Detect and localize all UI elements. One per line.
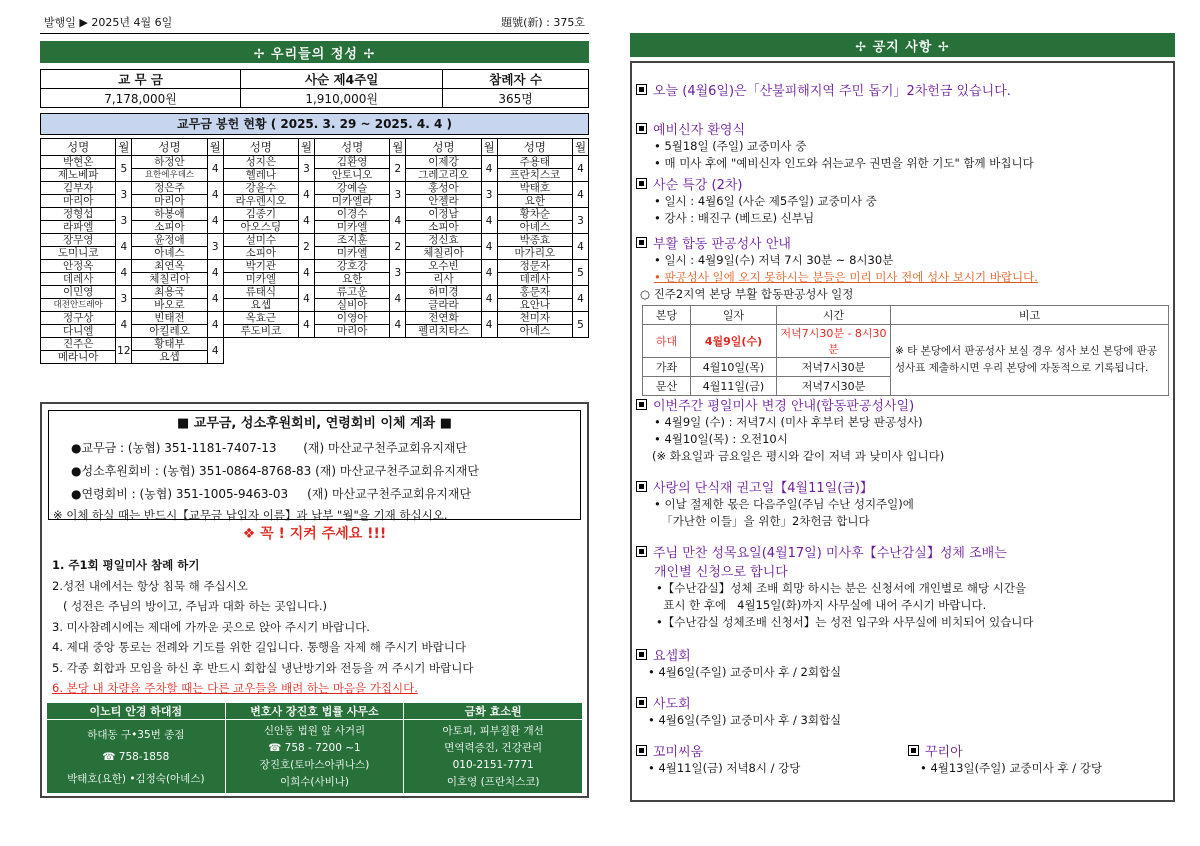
donor-name: 옥효근 <box>223 312 298 325</box>
donor-name: 성지은 <box>223 156 298 169</box>
donor-months: 5 <box>573 260 589 286</box>
empty-cell <box>497 338 588 364</box>
donor-header: 성명 <box>497 139 572 156</box>
checkbox-icon <box>636 237 647 248</box>
donor-name: 김종기 <box>223 208 298 221</box>
donor-baptismal-name: 마가리오 <box>497 247 572 260</box>
notice-item: • 4월6일(주일) 교중미사 후 / 2회합실 <box>648 665 842 679</box>
ad-body <box>225 720 404 794</box>
donor-table <box>40 138 589 364</box>
donor-name: 주용태 <box>497 156 572 169</box>
donor-baptismal-name: 요안나 <box>497 299 572 312</box>
notice-item: 표시 한 후에 4월15일(화)까지 사무실에 내어 주시기 바랍니다. <box>656 598 987 612</box>
donor-baptismal-name: 프란치스코 <box>497 169 572 182</box>
donor-baptismal-name: 아녜스 <box>497 325 572 338</box>
donor-months: 4 <box>116 260 132 286</box>
ad-line: 박태호(요한) •김정숙(아녜스) <box>67 772 205 785</box>
checkbox-icon <box>636 481 647 492</box>
donor-name: 황차순 <box>497 208 572 221</box>
notice-title: 사도회 <box>653 697 691 712</box>
rule-item: ( 성전은 주님의 방이고, 주님과 대화 하는 곳입니다.) <box>52 599 328 613</box>
rule-item: 3. 미사참례시에는 제대에 가까운 곳으로 앉아 주시기 바랍니다. <box>52 619 370 634</box>
notice-section <box>636 477 1171 496</box>
donor-months: 4 <box>481 260 497 286</box>
ad-line: 하대동 구•35번 종점 <box>87 728 185 741</box>
donor-months: 4 <box>481 312 497 338</box>
notice-section <box>636 233 1171 252</box>
notice-section <box>636 395 1171 414</box>
donor-title: 교무금 봉헌 현황 ( 2025. 3. 29 ~ 2025. 4. 4 ) <box>40 113 589 135</box>
notice-row <box>636 741 1171 777</box>
donor-baptismal-name: 소피아 <box>223 247 298 260</box>
notice-section <box>636 645 1171 664</box>
empty-cell <box>406 338 497 364</box>
donor-months: 4 <box>207 156 223 182</box>
notice-title-cont: 개인별 신청으로 합니다 <box>654 565 788 580</box>
notice-title: 주님 만찬 성목요일(4월17일) 미사후【수난감실】성체 조배는 <box>653 546 1007 561</box>
donor-baptismal-name: 안토니오 <box>314 169 389 182</box>
notice-item: • 4월6일(주일) 교중미사 후 / 3회합실 <box>648 713 842 727</box>
donor-baptismal-name: 소피아 <box>132 221 207 234</box>
donor-name: 박현온 <box>41 156 116 169</box>
donor-months: 4 <box>390 208 406 234</box>
notice-section <box>636 693 1171 712</box>
donor-months: 4 <box>390 286 406 312</box>
donor-baptismal-name: 대전안드레아 <box>41 299 116 312</box>
ad-line: 아토피, 피부질환 개선 <box>442 724 544 737</box>
donor-name: 박종효 <box>497 234 572 247</box>
donor-baptismal-name: 메라니아 <box>41 351 116 364</box>
donor-header: 월 <box>573 139 589 156</box>
donor-baptismal-name: 아킬레오 <box>132 325 207 338</box>
donor-months: 3 <box>481 182 497 208</box>
donor-baptismal-name: 체칠리아 <box>406 247 481 260</box>
offering-value: 1,910,000원 <box>241 89 443 108</box>
checkbox-icon <box>636 123 647 134</box>
rule-item-red: 6. 본당 내 차량을 주차할 때는 다른 교우들을 배려 하는 마음을 가집시다. <box>52 681 418 695</box>
notice-item: • 4월11일(금) 저녁8시 / 강당 <box>648 761 801 775</box>
donor-name: 최연옥 <box>132 260 207 273</box>
notice-title: 예비신자 환영식 <box>653 123 746 138</box>
conf-header: 일자 <box>691 306 777 325</box>
checkbox-icon <box>636 178 647 189</box>
donor-months: 4 <box>573 234 589 260</box>
donor-name: 정은주 <box>132 182 207 195</box>
donor-name: 빈태전 <box>132 312 207 325</box>
donor-name: 이영아 <box>314 312 389 325</box>
notice-title: 이번주간 평일미사 변경 안내(합동판공성사일) <box>653 399 915 414</box>
notice-list <box>636 80 1171 303</box>
donor-name: 하봉애 <box>132 208 207 221</box>
donor-baptismal-name: 도미니코 <box>41 247 116 260</box>
donor-name: 강윤수 <box>223 182 298 195</box>
donor-name: 설미수 <box>223 234 298 247</box>
notice-section <box>636 80 1171 99</box>
donor-name: 김환영 <box>314 156 389 169</box>
conf-cell: 문산 <box>643 377 691 396</box>
notice-item: • 강사 : 배진구 (베드로) 신부님 <box>654 211 815 225</box>
donor-months: 2 <box>298 234 314 260</box>
notice-item: • 일시 : 4월9일(수) 저녁 7시 30분 ~ 8시30분 <box>654 253 894 267</box>
donor-baptismal-name: 소피아 <box>406 221 481 234</box>
donor-months: 4 <box>481 156 497 182</box>
donor-name: 전연화 <box>406 312 481 325</box>
conf-cell: 4월11일(금) <box>691 377 777 396</box>
offering-header: 참례자 수 <box>443 70 589 89</box>
donor-months: 4 <box>207 312 223 338</box>
ad-line: 이호영 (프란치스코) <box>446 775 540 788</box>
donor-header: 월 <box>298 139 314 156</box>
conf-note: ※ 타 본당에서 판공성사 보실 경우 성사 보신 본당에 판공성사표 제출하시면 우리 본당에 자동적으로 기록됩니다. <box>891 325 1169 396</box>
donor-baptismal-name: 안젤라 <box>406 195 481 208</box>
notice-title: 요셉회 <box>653 649 691 664</box>
offering-header: 사순 제4주일 <box>241 70 443 89</box>
donor-months: 4 <box>207 338 223 364</box>
donor-months: 3 <box>390 182 406 208</box>
notice-col <box>636 741 908 777</box>
left-title-bar: ✢ 우리들의 정성 ✢ <box>40 41 589 63</box>
donor-months: 4 <box>481 286 497 312</box>
rule-item: 2.성전 내에서는 항상 침묵 해 주십시오 <box>52 578 248 593</box>
donor-baptismal-name: 마리아 <box>314 325 389 338</box>
notice-section <box>636 119 1171 138</box>
notice-item: (※ 화요일과 금요일은 평시와 같이 저녁 과 낮미사 입니다) <box>652 449 945 463</box>
notice-item: •【수난감실 성체조배 신청서】는 성전 입구와 사무실에 비치되어 있습니다 <box>656 615 1034 629</box>
donor-name: 강예슬 <box>314 182 389 195</box>
donor-baptismal-name: 데레사 <box>41 273 116 286</box>
conf-cell: 저녁7시30분 - 8시30분 <box>777 325 891 358</box>
donor-header: 월 <box>481 139 497 156</box>
notice-section <box>636 174 1171 193</box>
notice-item: • 5월18일 (주일) 교중미사 중 <box>654 139 807 153</box>
donor-baptismal-name: 바오로 <box>132 299 207 312</box>
donor-baptismal-name: 펠리치타스 <box>406 325 481 338</box>
account-box <box>48 410 581 520</box>
conf-cell: 4월9일(수) <box>691 325 777 358</box>
donor-months: 2 <box>390 156 406 182</box>
offering-table <box>40 69 589 108</box>
donor-months: 3 <box>116 286 132 312</box>
donor-baptismal-name: 아오스딩 <box>223 221 298 234</box>
donor-months: 4 <box>298 260 314 286</box>
donor-baptismal-name: 미카엘라 <box>314 195 389 208</box>
donor-header: 성명 <box>314 139 389 156</box>
notice-title: 사랑의 단식재 권고일【4월11일(금)】 <box>653 481 873 496</box>
notice-item: 「가난한 이들」을 위한」2차헌금 합니다 <box>654 514 870 528</box>
donor-months: 4 <box>298 182 314 208</box>
notice-item: • 4월10일(목) : 오전10시 <box>654 432 788 446</box>
donor-header: 성명 <box>132 139 207 156</box>
donor-months: 4 <box>207 260 223 286</box>
conf-cell: 하대 <box>643 325 691 358</box>
offering-header: 교 무 금 <box>41 70 241 89</box>
donor-name: 류고운 <box>314 286 389 299</box>
checkbox-icon <box>636 546 647 557</box>
donor-months: 5 <box>116 156 132 182</box>
donor-baptismal-name: 라우렌시오 <box>223 195 298 208</box>
notice-item: •【수난감실】성체 조배 희망 하시는 분은 신청서에 개인별로 해당 시간을 <box>656 581 1027 595</box>
empty-cell <box>223 338 314 364</box>
ad-body <box>47 720 226 794</box>
donor-baptismal-name: 체칠리아 <box>132 273 207 286</box>
notice-title: 꼬미씨움 <box>653 745 704 760</box>
donor-months: 3 <box>573 208 589 234</box>
account-title: ■ 교무금, 성소후원회비, 연령회비 이체 계좌 ■ <box>176 416 453 431</box>
ad-name: 변호사 장진호 법률 사무소 <box>225 703 404 720</box>
right-title-bar: ✢ 공지 사항 ✢ <box>630 33 1175 57</box>
donor-baptismal-name: 실비아 <box>314 299 389 312</box>
donor-baptismal-name: 루도비코 <box>223 325 298 338</box>
donor-baptismal-name: 글라라 <box>406 299 481 312</box>
conf-cell: 4월10일(목) <box>691 358 777 377</box>
donor-baptismal-name: 요한 <box>314 273 389 286</box>
donor-baptismal-name: 아녜스 <box>132 247 207 260</box>
conf-cell: 저녁7시30분 <box>777 358 891 377</box>
donor-header: 월 <box>390 139 406 156</box>
donor-name: 황태부 <box>132 338 207 351</box>
checkbox-icon <box>636 745 647 756</box>
donor-name: 하정안 <box>132 156 207 169</box>
issue-header <box>40 14 589 34</box>
donor-baptismal-name: 미카엘 <box>314 247 389 260</box>
donor-name: 윤정애 <box>132 234 207 247</box>
rule-item: 1. 주1회 평일미사 참례 하기 <box>52 558 200 572</box>
donor-name: 천미자 <box>497 312 572 325</box>
conf-cell: 저녁7시30분 <box>777 377 891 396</box>
donor-baptismal-name: 요셉 <box>132 351 207 364</box>
issue-date: 발행일 ▶ 2025년 4월 6일 <box>44 16 173 29</box>
account-line: ●성소후원회비 : (농협) 351-0864-8768-83 (재) 마산교구천주교회유지재단 <box>71 464 479 478</box>
donor-name: 이경수 <box>314 208 389 221</box>
donor-name: 정형섭 <box>41 208 116 221</box>
ad-line: 장진호(토마스아퀴나스) <box>259 758 370 771</box>
donor-name: 박태호 <box>497 182 572 195</box>
ad-line: 면역력증진, 건강관리 <box>444 741 543 754</box>
notice-item: • 4월9일 (수) : 저녁7시 (미사 후부터 본당 판공성사) <box>654 415 923 429</box>
donor-baptismal-name: 마리아 <box>132 195 207 208</box>
donor-baptismal-name: 미카엘 <box>223 273 298 286</box>
donor-months: 3 <box>207 234 223 260</box>
donor-baptismal-name: 미카엘 <box>314 221 389 234</box>
donor-header: 성명 <box>223 139 298 156</box>
ads-table <box>46 702 583 794</box>
donor-name: 홍성아 <box>406 182 481 195</box>
donor-months: 4 <box>116 234 132 260</box>
conf-cell: 가좌 <box>643 358 691 377</box>
donor-name: 류태식 <box>223 286 298 299</box>
donor-baptismal-name: 그레고리오 <box>406 169 481 182</box>
notice-title: 사순 특강 (2차) <box>653 178 743 193</box>
checkbox-icon <box>908 745 919 756</box>
donor-header: 성명 <box>406 139 481 156</box>
notice-item-red: • 판공성사 일에 오지 못하시는 분들은 미리 미사 전에 성사 보시기 바랍니다. <box>654 270 1038 284</box>
donor-name: 강호강 <box>314 260 389 273</box>
donor-header: 월 <box>116 139 132 156</box>
account-line: ●교무금 : (농협) 351-1181-7407-13 (재) 마산교구천주교회유지재단 <box>71 441 468 455</box>
donor-months: 4 <box>116 312 132 338</box>
notice-section <box>636 741 908 760</box>
notice-col <box>908 741 1102 777</box>
notice-title: 꾸리아 <box>925 745 963 760</box>
rule-item: 5. 각종 회합과 모임을 하신 후 반드시 회합실 냉난방기와 전등을 꺼 주시기 바랍니다 <box>52 660 474 675</box>
donor-name: 허미경 <box>406 286 481 299</box>
donor-header: 월 <box>207 139 223 156</box>
rule-item: 4. 제대 중앙 통로는 전례와 기도를 위한 길입니다. 통행을 자제 해 주시기 바랍니다 <box>52 640 466 654</box>
notice-subtitle: ○ 진주2지역 본당 부활 합동판공성사 일정 <box>640 287 854 301</box>
donor-months: 4 <box>207 208 223 234</box>
ad-line: 이희수(사비나) <box>279 775 350 788</box>
donor-months: 4 <box>573 156 589 182</box>
ad-line: ☎ 758-1858 <box>102 750 170 763</box>
checkbox-icon <box>636 84 647 95</box>
ad-name: 이노티 안경 하대점 <box>47 703 226 720</box>
donor-months: 4 <box>390 312 406 338</box>
donor-months: 4 <box>298 312 314 338</box>
donor-months: 4 <box>207 286 223 312</box>
donor-name: 박기관 <box>223 260 298 273</box>
checkbox-icon <box>636 697 647 708</box>
notice-title: 오늘 (4월6일)은「산불피해지역 주민 돕기」2차헌금 있습니다. <box>653 84 1011 99</box>
donor-baptismal-name: 라파엘 <box>41 221 116 234</box>
offering-value: 365명 <box>443 89 589 108</box>
conf-header: 본당 <box>643 306 691 325</box>
donor-months: 3 <box>298 156 314 182</box>
donor-months: 4 <box>481 234 497 260</box>
notice-section <box>636 542 1171 561</box>
checkbox-icon <box>636 649 647 660</box>
donor-header: 성명 <box>41 139 116 156</box>
notice-item: • 4월13일(주일) 교중미사 후 / 강당 <box>920 761 1103 775</box>
donor-months: 4 <box>573 286 589 312</box>
donor-name: 정구상 <box>41 312 116 325</box>
donor-baptismal-name: 마리아 <box>41 195 116 208</box>
conf-header: 시간 <box>777 306 891 325</box>
donor-months: 3 <box>116 208 132 234</box>
account-note: ※ 이체 하실 때는 반드시【교무금 납입자 이름】과 납부 "월"을 기재 하십시오. <box>53 508 448 522</box>
account-line: ●연령회비 : (농협) 351-1005-9463-03 (재) 마산교구천주교회유지재단 <box>71 487 472 501</box>
donor-months: 4 <box>298 286 314 312</box>
ad-line: 010-2151-7771 <box>452 758 534 771</box>
donor-baptismal-name: 리사 <box>406 273 481 286</box>
ad-name: 금화 효소원 <box>404 703 583 720</box>
donor-baptismal-name: 헬레나 <box>223 169 298 182</box>
confession-table <box>642 305 1169 396</box>
notice-title: 부활 합동 판공성사 안내 <box>653 237 791 252</box>
rules-list <box>52 555 582 699</box>
donor-baptismal-name: 데레사 <box>497 273 572 286</box>
donor-name: 최용국 <box>132 286 207 299</box>
donor-months: 3 <box>390 260 406 286</box>
donor-name: 정신효 <box>406 234 481 247</box>
donor-baptismal-name: 요한 <box>497 195 572 208</box>
donor-name: 진주은 <box>41 338 116 351</box>
donor-name: 이정남 <box>406 208 481 221</box>
donor-baptismal-name: 요셉 <box>223 299 298 312</box>
notice-item: • 일시 : 4월6일 (사순 제5주일) 교중미사 중 <box>654 194 877 208</box>
donor-name: 홍문자 <box>497 286 572 299</box>
ad-line: 신안동 법원 앞 사거리 <box>263 724 366 737</box>
donor-months: 4 <box>298 208 314 234</box>
donor-baptismal-name: 아녜스 <box>497 221 572 234</box>
donor-months: 4 <box>207 182 223 208</box>
donor-name: 정문자 <box>497 260 572 273</box>
donor-name: 이민영 <box>41 286 116 299</box>
notice-item: • 이날 절제한 몫은 다음주일(주님 수난 성지주일)에 <box>654 497 914 511</box>
notice-list-2 <box>636 395 1171 777</box>
checkbox-icon <box>636 399 647 410</box>
notice-section <box>908 741 1102 760</box>
keep-notice: ❖ 꼭 ! 지켜 주세요 !!! <box>242 526 387 542</box>
donor-name: 이제강 <box>406 156 481 169</box>
ad-line: ☎ 758 - 7200 ~1 <box>268 741 361 754</box>
empty-cell <box>314 338 405 364</box>
issue-number: 題號(新) : 375호 <box>501 16 585 29</box>
donor-months: 2 <box>390 234 406 260</box>
donor-months: 4 <box>573 182 589 208</box>
offering-value: 7,178,000원 <box>41 89 241 108</box>
donor-months: 4 <box>481 208 497 234</box>
conf-header: 비고 <box>891 306 1169 325</box>
donor-name: 장무영 <box>41 234 116 247</box>
donor-baptismal-name: 제노베파 <box>41 169 116 182</box>
notice-item: • 매 미사 후에 "예비신자 인도와 쉬는교우 권면을 위한 기도" 함께 바칩니다 <box>654 156 1034 170</box>
ad-body <box>404 720 583 794</box>
donor-months: 3 <box>116 182 132 208</box>
donor-baptismal-name: 요한에우데스 <box>132 169 207 182</box>
donor-name: 오수빈 <box>406 260 481 273</box>
donor-baptismal-name: 다니엘 <box>41 325 116 338</box>
donor-months: 5 <box>573 312 589 338</box>
donor-months: 12 <box>116 338 132 364</box>
donor-name: 조지훈 <box>314 234 389 247</box>
donor-name: 김부자 <box>41 182 116 195</box>
donor-name: 안정옥 <box>41 260 116 273</box>
